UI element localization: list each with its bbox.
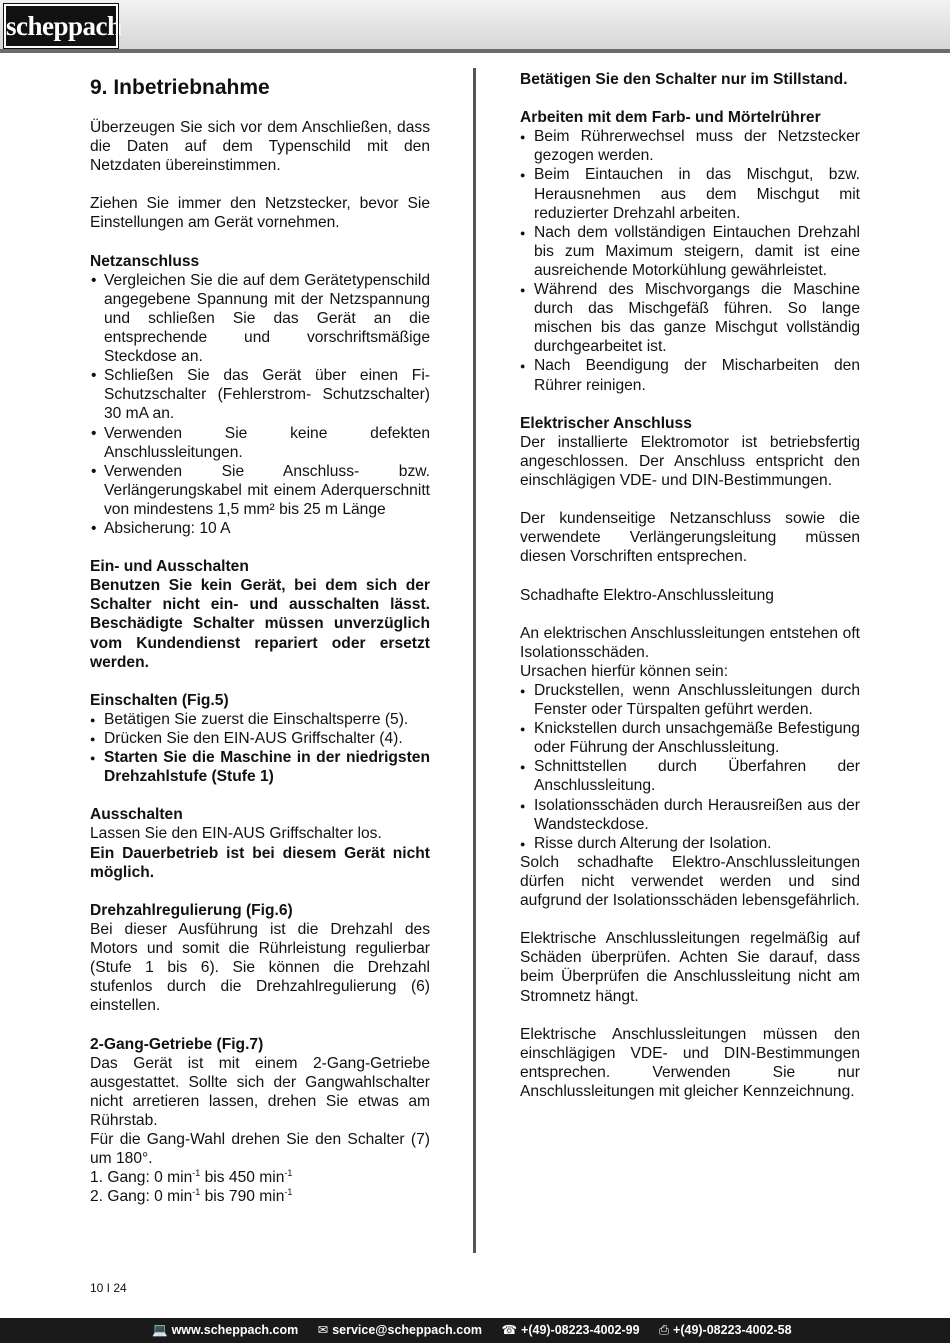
- ausschalten-warning: Ein Dauerbetrieb ist bei diesem Gerät nicht möglich.: [90, 844, 430, 881]
- list-item: • Verwenden Sie Anschluss- bzw. Verlängerungskabel mit einem Aderquerschnitt von mindestens 1,5 mm² bis 25 m Länge: [90, 462, 430, 519]
- list-item: • Schließen Sie das Gerät über einen Fi-Schutzschalter (Fehlerstrom- Schutzschalter) 30 mA an.: [90, 366, 430, 423]
- drehzahl-text: Bei dieser Ausführung ist die Drehzahl des Motors und somit die Rührleistung regulierbar (Stufe 1 bis 6). Sie können die Drehzahl stufenlos durch die Drehzahlregulierung (6) einstellen.: [90, 920, 430, 1015]
- gear-1-speed: 1. Gang: 0 $\min^{-1}$ bis 450 $\min^{-1}$: [90, 1167, 293, 1187]
- list-item: ● Isolationsschäden durch Herausreißen aus der Wandsteckdose.: [520, 796, 860, 834]
- solch-text: Solch schadhafte Elektro-Anschlussleitungen dürfen nicht verwendet werden und sind aufgrund der Isolationsschäden lebensgefährlich.: [520, 853, 860, 910]
- ausschalten-heading: Ausschalten: [90, 806, 183, 824]
- header-divider: [0, 49, 950, 53]
- ruehrer-heading: Arbeiten mit dem Farb- und Mörtelrührer: [520, 109, 821, 127]
- page-number: 10 I 24: [90, 1281, 127, 1295]
- list-item: ● Betätigen Sie zuerst die Einschaltsperre (5).: [90, 710, 430, 729]
- schalter-warning: Betätigen Sie den Schalter nur im Stillstand.: [520, 71, 848, 88]
- monitor-icon: 💻: [152, 1323, 168, 1337]
- footer-email[interactable]: ✉ service@scheppach.com: [317, 1323, 482, 1337]
- ursachen-text: Ursachen hierfür können sein:: [520, 662, 729, 680]
- ruehrer-list: [520, 127, 860, 394]
- ein-aus-heading: Ein- und Ausschalten: [90, 558, 249, 576]
- list-item: ● Druckstellen, wenn Anschlussleitungen durch Fenster oder Türspalten geführt werden.: [520, 681, 860, 719]
- getriebe-text: Das Gerät ist mit einem 2-Gang-Getriebe ausgestattet. Sollte sich der Gangwahlschalter nicht arretieren lassen, drehen Sie etwas am Rührstab.: [90, 1054, 430, 1129]
- getriebe-text-2: Für die Gang-Wahl drehen Sie den Schalter (7) um 180°.: [90, 1130, 430, 1168]
- kunden-text: Der kundenseitige Netzanschluss sowie die verwendete Verlängerungsleitung müssen diesen Vorschriften entsprechen.: [520, 510, 860, 566]
- footer-phone: ☎ +(49)-08223-4002-99: [501, 1323, 640, 1337]
- paragraph-check-data: Überzeugen Sie sich vor dem Anschließen, dass die Daten auf dem Typenschild mit den Netzdaten übereinstimmen.: [90, 119, 430, 175]
- schadhaft-text: An elektrischen Anschlussleitungen entstehen oft Isolationsschäden.: [520, 624, 860, 661]
- phone-icon: ☎: [501, 1323, 518, 1337]
- netzanschluss-list: [90, 271, 430, 538]
- netzanschluss-heading: Netzanschluss: [90, 252, 200, 270]
- list-item: ● Nach dem vollständigen Eintauchen Drehzahl bis zum Maximum steigern, damit ist eine ausreichende Motorkühlung gewährleistet.: [520, 223, 860, 280]
- section-title: 9. Inbetriebnahme: [90, 76, 270, 99]
- right-column: [520, 70, 860, 1101]
- getriebe-heading: 2-Gang-Getriebe (Fig.7): [90, 1035, 264, 1053]
- list-item: • Vergleichen Sie die auf dem Gerätetypenschild angegebene Spannung mit der Netzspannung und schließen Sie das Gerät an die entsprechende und vorschriftsmäßige Steckdose an.: [90, 271, 430, 366]
- envelope-icon: ✉: [317, 1323, 329, 1337]
- list-item: ● Drücken Sie den EIN-AUS Griffschalter (4).: [90, 729, 430, 748]
- elektro-heading: Elektrischer Anschluss: [520, 414, 692, 432]
- list-item: ● Während des Mischvorgangs die Maschine durch das Mischgefäß führen. So lange mischen bis das ganze Mischgut vollständig durchgearbeitet ist.: [520, 280, 860, 356]
- ausschalten-text: Lassen Sie den EIN-AUS Griffschalter los.: [90, 825, 382, 843]
- list-item: ● Schnittstellen durch Überfahren der Anschlussleitung.: [520, 757, 860, 795]
- einschalten-list: [90, 710, 430, 786]
- list-item: ● Starten Sie die Maschine in der niedrigsten Drehzahlstufe (Stufe 1): [90, 748, 430, 786]
- list-item: • Verwenden Sie keine defekten Anschlussleitungen.: [90, 424, 430, 462]
- footer-website[interactable]: 💻 www.scheppach.com: [152, 1323, 299, 1337]
- list-item: ● Beim Rührerwechsel muss der Netzstecker gezogen werden.: [520, 127, 860, 165]
- list-item: • Absicherung: 10 A: [90, 519, 430, 538]
- list-item: ● Risse durch Alterung der Isolation.: [520, 834, 860, 853]
- fax-icon: ⎙: [659, 1323, 670, 1337]
- elektro-text: Der installierte Elektromotor ist betriebsfertig angeschlossen. Der Anschluss entspricht den einschlägigen VDE- und DIN-Bestimmungen.: [520, 433, 860, 489]
- list-item: ● Nach Beendigung der Mischarbeiten den Rührer reinigen.: [520, 356, 860, 394]
- gear-2-speed: 2. Gang: 0 $\min^{-1}$ bis 790 $\min^{-1}$: [90, 1187, 293, 1206]
- scheppach-logo: scheppach: [4, 4, 118, 48]
- list-item: ● Beim Eintauchen in das Mischgut, bzw. Herausnehmen aus dem Mischgut mit reduzierter Drehzahl arbeiten.: [520, 165, 860, 222]
- pruefen-text: Elektrische Anschlussleitungen regelmäßig auf Schäden überprüfen. Achten Sie darauf, dass beim Überprüfen die Anschlussleitung nicht am Stromnetz hängt.: [520, 930, 860, 1005]
- einschalten-heading: Einschalten (Fig.5): [90, 691, 229, 709]
- ursachen-list: [520, 681, 860, 853]
- left-column: [90, 70, 430, 1206]
- ein-aus-warning: Benutzen Sie kein Gerät, bei dem sich der Schalter nicht ein- und ausschalten lässt. Beschädigte Schalter müssen unverzüglich vom Kundendienst repariert oder ersetzt werden.: [90, 577, 430, 671]
- footer-fax: ⎙ +(49)-08223-4002-58: [659, 1323, 792, 1337]
- list-item: ● Knickstellen durch unsachgemäße Befestigung oder Führung der Anschlussleitung.: [520, 719, 860, 757]
- vde-text: Elektrische Anschlussleitungen müssen den einschlägigen VDE- und DIN-Bestimmungen entsprechen. Verwenden Sie nur Anschlussleitungen mit gleicher Kennzeichnung.: [520, 1025, 860, 1100]
- page-footer: [0, 1318, 950, 1343]
- page-header: [0, 0, 950, 50]
- schadhaft-heading: Schadhafte Elektro-Anschlussleitung: [520, 586, 774, 604]
- column-divider: [473, 68, 476, 1253]
- drehzahl-heading: Drehzahlregulierung (Fig.6): [90, 901, 293, 919]
- paragraph-unplug: Ziehen Sie immer den Netzstecker, bevor Sie Einstellungen am Gerät vornehmen.: [90, 195, 430, 232]
